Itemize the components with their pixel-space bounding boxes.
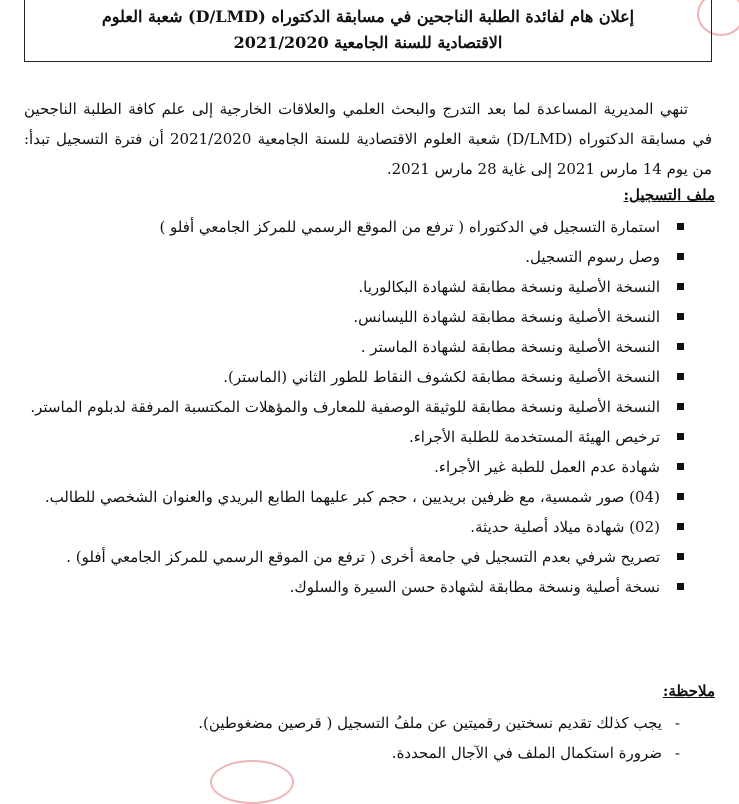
list-item: النسخة الأصلية ونسخة مطابقة لشهادة البكالوريا. — [28, 272, 688, 302]
list-item: (04) صور شمسية، مع ظرفين بريديين ، حجم كبر عليهما الطابع البريدي والعنوان الشخصي للطالب. — [28, 482, 688, 512]
registration-file-heading: ملف التسجيل: — [623, 186, 715, 204]
list-item: النسخة الأصلية ونسخة مطابقة لشهادة الماستر . — [28, 332, 688, 362]
list-item: نسخة أصلية ونسخة مطابقة لشهادة حسن السيرة والسلوك. — [28, 572, 688, 602]
required-documents-list — [28, 212, 688, 602]
notes-heading: ملاحظة: — [662, 682, 715, 700]
list-item: - يجب كذلك تقديم نسختين رقميتين عن ملفُ التسجيل ( قرصين مضغوطين). — [28, 708, 688, 738]
list-item: شهادة عدم العمل للطبة غير الأجراء. — [28, 452, 688, 482]
official-stamp — [210, 760, 294, 804]
list-item: تصريح شرفي بعدم التسجيل في جامعة أخرى ( ترفع من الموقع الرسمي للمركز الجامعي أفلو) . — [28, 542, 688, 572]
list-item: (02) شهادة ميلاد أصلية حديثة. — [28, 512, 688, 542]
notes-list — [28, 708, 688, 768]
title-line-1: إعلان هام لفائدة الطلبة الناجحين في مسابقة الدكتوراه (D/LMD) شعبة العلوم — [101, 7, 635, 26]
list-item: - ضرورة استكمال الملف في الآجال المحددة. — [28, 738, 688, 768]
list-item: وصل رسوم التسجيل. — [28, 242, 688, 272]
list-item: استمارة التسجيل في الدكتوراه ( ترفع من الموقع الرسمي للمركز الجامعي أفلو ) — [28, 212, 688, 242]
list-item: النسخة الأصلية ونسخة مطابقة لكشوف النقاط للطور الثاني (الماستر). — [28, 362, 688, 392]
list-item: النسخة الأصلية ونسخة مطابقة للوثيقة الوصفية للمعارف والمؤهلات المكتسبة المرفقة لدبلوم الماستر. — [28, 392, 688, 422]
list-item: النسخة الأصلية ونسخة مطابقة لشهادة الليسانس. — [28, 302, 688, 332]
announcement-title-box — [24, 0, 712, 62]
list-item: ترخيص الهيئة المستخدمة للطلبة الأجراء. — [28, 422, 688, 452]
title-line-2: الاقتصادية للسنة الجامعية 2021/2020 — [233, 33, 503, 52]
intro-paragraph: تنهي المديرية المساعدة لما بعد التدرج والبحث العلمي والعلاقات الخارجية إلى علم كافة الطلبة الناجحين في مسابقة الدكتوراه (D/LMD) شعبة العلوم الاقتصادية للسنة الجامعية 2021/2020 أن فترة التسجيل تبدأ: من يوم 14 مارس 2021 إلى غاية 28 مارس 2021. — [24, 100, 712, 178]
